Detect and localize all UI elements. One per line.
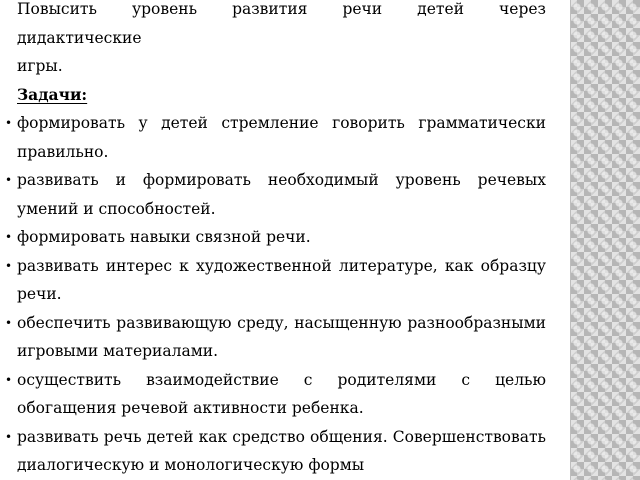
task-item: [5, 423, 546, 480]
bullet-icon: •: [5, 116, 13, 130]
bullet-icon: •: [5, 258, 13, 273]
task-item: [5, 309, 546, 366]
task-item: [5, 252, 546, 309]
goal-line-3: игры.: [17, 57, 63, 75]
task-text: обеспечить развивающую среду, насыщенную разнообразными игровыми материалами.: [17, 313, 546, 360]
goal-line-1: Повысить уровень развития речи детей через: [17, 0, 546, 18]
bullet-icon: •: [5, 230, 13, 244]
bullet-icon: •: [5, 315, 13, 330]
task-text: формировать у детей стремление говорить грамматически правильно.: [17, 114, 546, 161]
bullet-icon: •: [5, 173, 13, 187]
side-panel-edge: [570, 0, 571, 480]
task-item: [5, 366, 546, 423]
bullet-icon: •: [5, 429, 13, 444]
task-item: [5, 109, 546, 166]
bullet-icon: •: [5, 372, 13, 387]
task-item: [5, 223, 546, 252]
goal-line-2: дидактические: [17, 28, 142, 47]
task-item: [5, 166, 546, 223]
task-text: осуществить взаимодействие с родителями с целью обогащения речевой активности ребенка.: [17, 370, 546, 417]
task-text: развивать речь детей как средство общения. Совершенствовать диалогическую и монологическую формы: [17, 427, 546, 474]
decorative-side-panel: [570, 0, 640, 480]
task-text: развивать и формировать необходимый уровень речевых умений и способностей.: [17, 171, 546, 218]
slide-text: [5, 0, 546, 480]
tasks-heading: Задачи:: [17, 84, 88, 104]
task-text: развивать интерес к художественной литературе, как образцу речи.: [17, 256, 546, 303]
task-text: формировать навыки связной речи.: [17, 228, 311, 246]
